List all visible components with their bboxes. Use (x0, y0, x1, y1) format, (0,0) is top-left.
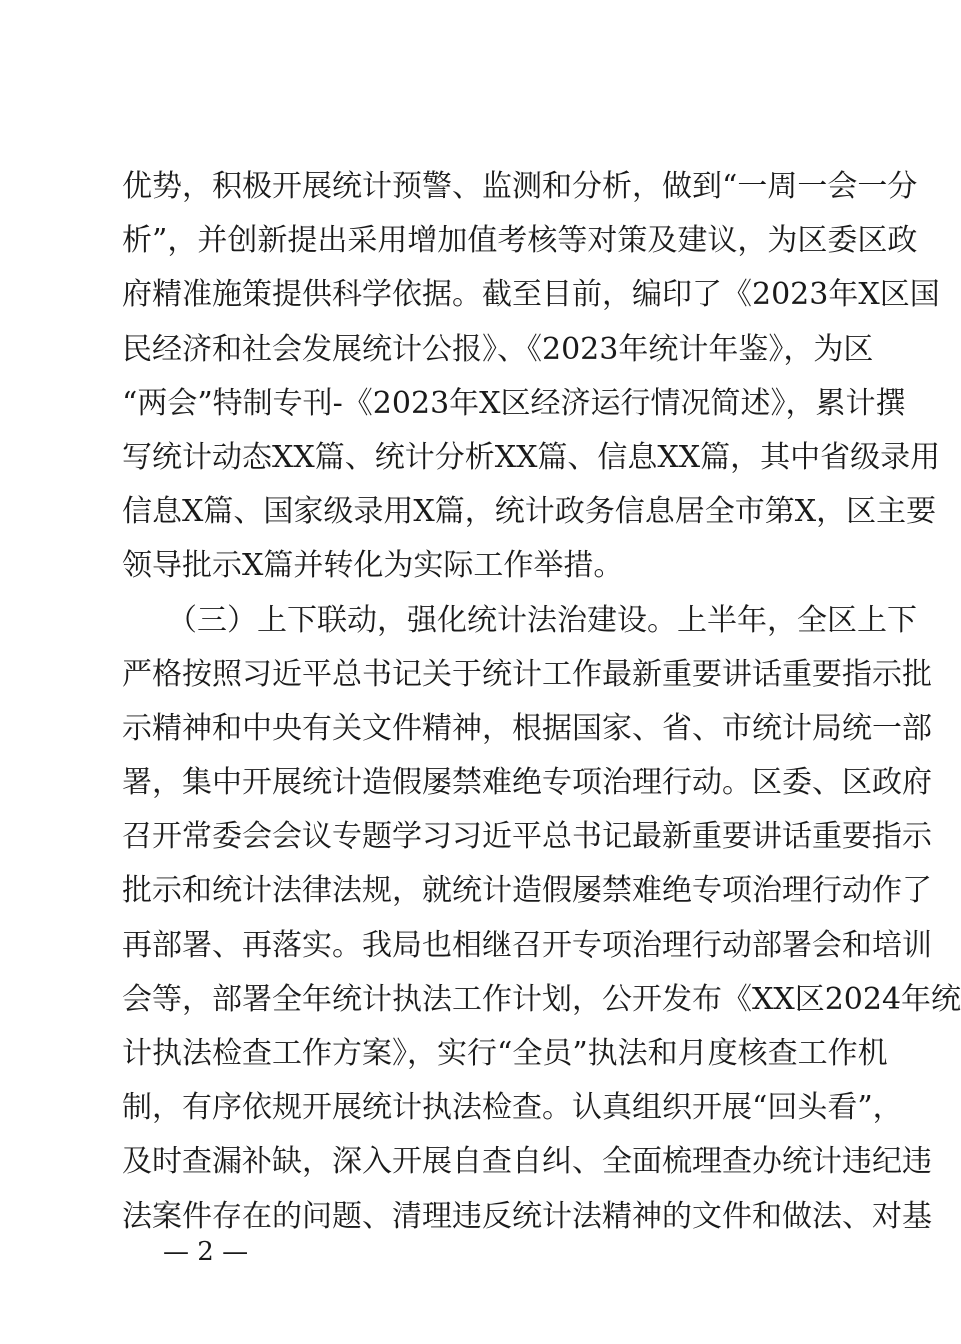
text-line: 领导批示X篇并转化为实际工作举措。 (122, 548, 624, 584)
text-line: 示精神和中央有关文件精神，根据国家、省、市统计局统一部 (122, 710, 932, 746)
body-text (122, 160, 961, 1244)
text-line: 署，集中开展统计造假屡禁难绝专项治理行动。区委、区政府 (122, 765, 932, 801)
text-line: 批示和统计法律法规，就统计造假屡禁难绝专项治理行动作了 (122, 873, 932, 909)
text-line: 制，有序依规开展统计执法检查。认真组织开展“回头看”， (122, 1090, 903, 1126)
text-line: 析”，并创新提出采用增加值考核等对策及建议，为区委区政 (122, 223, 918, 259)
text-line: 及时查漏补缺，深入开展自查自纠、全面梳理查办统计违纪违 (122, 1144, 932, 1180)
text-line: “两会”特制专刊-《2023年X区经济运行情况简述》，累计撰 (122, 385, 906, 421)
page-number: — 2 — (163, 1237, 249, 1267)
section-heading-line: （三）上下联动，强化统计法治建设。上半年，全区上下 (122, 602, 917, 638)
text-line: 写统计动态XX篇、统计分析XX篇、信息XX篇，其中省级录用 (122, 439, 941, 475)
text-line: 信息X篇、国家级录用X篇，统计政务信息居全市第X，区主要 (122, 494, 937, 530)
text-line: 府精准施策提供科学依据。截至目前，编印了《2023年X区国 (122, 277, 940, 313)
text-line: 召开常委会会议专题学习习近平总书记最新重要讲话重要指示 (122, 819, 932, 855)
text-line: 再部署、再落实。我局也相继召开专项治理行动部署会和培训 (122, 927, 932, 963)
text-line: 优势，积极开展统计预警、监测和分析，做到“一周一会一分 (122, 169, 918, 204)
text-line: 计执法检查工作方案》，实行“全员”执法和月度核查工作机 (122, 1036, 888, 1071)
text-line: 会等，部署全年统计执法工作计划，公开发布《XX区2024年统 (122, 981, 961, 1017)
text-line: 严格按照习近平总书记关于统计工作最新重要讲话重要指示批 (122, 656, 932, 692)
text-line: 民经济和社会发展统计公报》、《2023年统计年鉴》，为区 (122, 331, 874, 367)
text-line: 法案件存在的问题、清理违反统计法精神的文件和做法、对基 (122, 1198, 932, 1234)
